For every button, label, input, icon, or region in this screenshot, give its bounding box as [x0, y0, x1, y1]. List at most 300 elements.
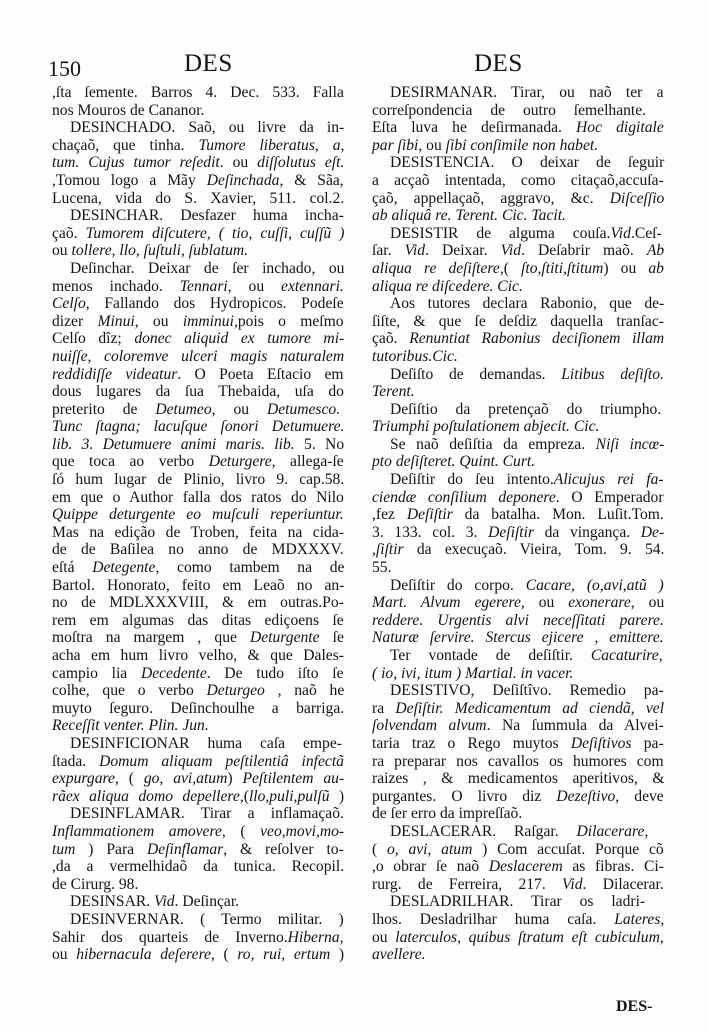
line-content — [390, 682, 664, 700]
roman-text: DESIRMANAR. Tirar, ou naõ ter a — [390, 84, 664, 101]
italic-text: llo,puli,pulſũ — [248, 787, 330, 805]
running-head-right: DES — [474, 50, 523, 77]
text-line — [52, 770, 344, 788]
line-content — [52, 383, 344, 401]
roman-text: Deſiſtio da pretençaõ do triumpho. — [390, 400, 662, 418]
text-line — [372, 260, 664, 278]
roman-text: DESINFICIONAR huma caſa empe- — [70, 734, 342, 752]
roman-text: menos inchado. — [52, 277, 180, 295]
line-content — [390, 84, 664, 102]
roman-text: . Deſinçar. — [174, 893, 240, 911]
text-line — [52, 119, 344, 137]
italic-text: Dezeſtivo — [556, 787, 616, 805]
line-content — [372, 137, 598, 155]
line-content — [372, 190, 664, 208]
italic-text: Vid — [154, 893, 175, 911]
roman-text: ſiſte, & que ſe deſdiz daquella tranſac- — [372, 312, 664, 330]
italic-text: Cacare, (o,avi,atũ ) — [525, 576, 664, 594]
line-content — [52, 929, 344, 947]
line-content — [372, 841, 664, 859]
roman-text: ,ſta ſemente. Barros 4. Dec. 533. Falla — [52, 84, 344, 101]
roman-text: ,o obrar ſe naõ — [372, 858, 489, 876]
line-content — [52, 242, 248, 260]
italic-text: Vid — [562, 875, 583, 893]
roman-text: taria traz o Rego muytos — [372, 734, 571, 752]
line-content — [52, 366, 344, 384]
roman-text: ſó hum lugar de Plinio, livro 9. cap.58. — [52, 471, 345, 489]
roman-text: DESISTIVO, Deſiſtîvo. Remedio pa- — [390, 682, 664, 700]
line-content — [52, 541, 344, 559]
line-content — [390, 471, 664, 489]
roman-text: ,fez — [372, 506, 407, 524]
text-line — [372, 401, 664, 419]
italic-text: Tumore liberatus, a, — [198, 136, 345, 154]
roman-text: Sahir dos quarteis de Inverno. — [52, 928, 288, 946]
line-content — [372, 453, 535, 471]
line-content — [52, 577, 344, 595]
roman-text: , Fallando dos Hydropicos. Podeſe — [85, 295, 344, 313]
text-line — [52, 700, 344, 718]
text-line — [372, 577, 664, 595]
text-line — [372, 612, 664, 630]
text-line — [372, 383, 664, 401]
line-content — [390, 823, 648, 841]
line-content — [372, 946, 426, 964]
italic-text: Quippe deturgente eo muſculi reperiuntur. — [52, 506, 344, 524]
roman-text: Mas na edição de Troben, feita na cida- — [52, 523, 344, 541]
line-content — [372, 524, 664, 542]
line-content — [52, 453, 344, 471]
text-line — [52, 841, 344, 859]
text-line — [372, 436, 664, 454]
line-content — [70, 893, 239, 911]
italic-text: o, avi, atum — [386, 840, 473, 858]
roman-text: , ou — [520, 594, 569, 612]
italic-text: Litibus deſiſto. — [561, 365, 664, 383]
text-line — [372, 524, 664, 542]
text-line — [372, 102, 664, 120]
text-line — [52, 172, 344, 190]
italic-text: reddere. Urgentis alvi neceſſitati parere. — [372, 611, 664, 629]
line-content — [372, 717, 664, 735]
roman-text: moſtra na margem , que — [52, 629, 250, 647]
line-content — [52, 559, 344, 577]
roman-text: Deſinchar. Deixar de ſer inchado, ou — [70, 259, 345, 277]
text-line — [372, 506, 664, 524]
roman-text: em que o Author falla dos ratos do Nilo — [52, 488, 344, 506]
italic-text: Diſceſſio — [609, 189, 665, 207]
text-line — [52, 102, 344, 120]
italic-text: Tunc ſtagna; lacuſque ſonori Detumuere. — [52, 418, 345, 436]
italic-text: Vid — [610, 224, 631, 242]
italic-text: Deslacerem — [488, 858, 563, 876]
italic-text: expurgare — [52, 770, 115, 788]
text-line — [372, 876, 664, 894]
text-line — [372, 594, 664, 612]
italic-text: Lateres, — [614, 910, 665, 928]
roman-text: . Na ſummula da Alvei- — [486, 717, 664, 735]
text-line — [52, 577, 344, 595]
line-content — [52, 278, 344, 296]
line-content — [52, 788, 344, 806]
roman-text: muyto ſeguro. Deſinchoulhe a barriga. — [52, 699, 345, 717]
italic-text: Receſſit venter. Plin. Jun. — [52, 717, 209, 735]
text-line — [52, 858, 344, 876]
line-content — [52, 172, 344, 190]
line-content — [52, 717, 209, 735]
line-content — [52, 524, 344, 542]
line-content — [70, 735, 342, 753]
italic-text: Domum aliquam peſtilentiâ infectã — [99, 752, 344, 770]
roman-text: . O Emperador — [555, 488, 664, 506]
text-line — [372, 225, 664, 243]
italic-text: Triumphi poſtulationem abjecit. Cic. — [372, 418, 600, 436]
text-line — [52, 753, 344, 771]
line-content — [52, 295, 344, 313]
roman-text: da vingança. — [534, 523, 641, 541]
line-content — [372, 594, 664, 612]
line-content — [372, 260, 664, 278]
roman-text: acha em hum livro velho, & que Dales- — [52, 647, 344, 664]
line-content — [372, 418, 599, 436]
roman-text: DESLACERAR. Raſgar. — [390, 822, 577, 840]
italic-text: aliqua re deſiſtere — [372, 259, 500, 277]
line-content — [52, 612, 344, 630]
text-line — [52, 788, 344, 806]
line-content — [372, 207, 566, 225]
italic-text: par ſibi — [372, 136, 419, 154]
line-content — [372, 242, 664, 260]
text-line — [372, 330, 664, 348]
line-content — [372, 876, 664, 894]
line-content — [372, 911, 664, 929]
line-content — [52, 823, 344, 841]
roman-text: Deſiſtir do ſeu intento. — [390, 471, 554, 489]
line-content — [52, 102, 204, 120]
roman-text: ) — [227, 770, 243, 788]
roman-text: ,da a vermelhidaõ da tunica. Recopil. — [52, 858, 345, 876]
italic-text: Detumeo — [155, 400, 212, 418]
text-line — [372, 823, 664, 841]
text-line — [372, 559, 664, 577]
text-line — [372, 541, 664, 559]
roman-text: ou — [52, 946, 77, 964]
text-line — [52, 313, 344, 331]
text-line — [372, 911, 664, 929]
roman-text: ) — [330, 946, 345, 964]
roman-text: preterito de — [52, 400, 156, 418]
roman-text: ,Tomou logo a Mãy — [52, 171, 207, 189]
line-content — [70, 805, 344, 823]
roman-text: çaõ. — [372, 330, 410, 348]
roman-text: Celſo dîz; — [52, 330, 135, 348]
text-line — [372, 242, 664, 260]
text-line — [372, 946, 664, 964]
text-line — [52, 929, 344, 947]
roman-text: . De tudo iſto ſe — [206, 664, 344, 682]
text-line — [52, 893, 344, 911]
line-content — [52, 665, 344, 683]
italic-text: Detegente — [92, 559, 156, 577]
text-line — [372, 770, 664, 788]
text-line — [372, 190, 664, 208]
roman-text: . O Poeta Eſtacio em — [177, 365, 344, 383]
roman-text: Lucena, vida do S. Xavier, 511. col.2. — [52, 189, 345, 207]
line-content — [52, 401, 340, 419]
roman-text: , & reſolver to- — [223, 840, 344, 858]
text-line — [52, 489, 344, 507]
roman-text: DESISTENCIA. O deixar de ſeguir — [390, 154, 665, 172]
text-line — [372, 665, 664, 683]
roman-text: DESLADRILHAR. Tirar os ladri- — [390, 893, 646, 911]
italic-text: Celſo — [52, 295, 86, 313]
line-content — [390, 225, 662, 243]
running-head-left: DES — [184, 50, 233, 77]
italic-text: exonerare — [568, 594, 631, 612]
text-line — [372, 172, 664, 190]
roman-text: , & Sãa, — [279, 171, 344, 189]
roman-text: colhe, que o verbo — [52, 682, 207, 700]
line-content — [390, 577, 664, 595]
roman-text: da batalha. Mon. Luſit.Tom. — [452, 506, 664, 524]
line-content — [52, 225, 344, 243]
text-line — [372, 753, 664, 771]
text-line — [372, 735, 664, 753]
italic-text: Hoc digitale — [576, 119, 664, 137]
line-content — [372, 858, 664, 876]
roman-text: ) ou — [603, 259, 649, 277]
line-content — [52, 647, 344, 665]
catchword: DES- — [616, 998, 653, 1015]
roman-text: eſtá — [52, 559, 93, 577]
text-line — [372, 453, 664, 471]
line-content — [52, 436, 344, 454]
text-line — [372, 418, 664, 436]
italic-text: diſſolutus eſt. — [257, 154, 345, 172]
roman-text: , naõ he — [264, 682, 345, 700]
text-line — [52, 559, 344, 577]
italic-text: Peſtilentem au- — [242, 770, 345, 788]
text-line — [372, 471, 664, 489]
italic-text: ſto,ſtiti,ſtitum — [521, 259, 604, 277]
text-line — [52, 541, 344, 559]
italic-text: Dilacerare, — [576, 822, 649, 840]
line-content — [372, 700, 664, 718]
line-content — [70, 260, 344, 278]
line-content — [52, 858, 344, 876]
roman-text: ou — [372, 928, 396, 946]
text-line — [372, 295, 664, 313]
text-line — [372, 858, 664, 876]
text-line — [52, 330, 344, 348]
italic-text: aliqua re diſcedere. Cic. — [372, 277, 523, 295]
line-content — [70, 911, 344, 929]
text-line — [372, 700, 664, 718]
italic-text: ſibi conſimile non habet. — [445, 136, 599, 154]
line-content — [52, 348, 344, 366]
text-line — [52, 418, 344, 436]
roman-text: , ou — [630, 594, 665, 612]
line-content — [372, 753, 664, 771]
text-line — [52, 506, 344, 524]
text-line — [52, 876, 344, 894]
line-content — [372, 559, 392, 577]
line-content — [372, 735, 664, 753]
roman-text: raizes , & medicamentos aperitivos, & — [372, 770, 665, 788]
roman-text: Se naõ deſiſtia da empreza. — [390, 435, 596, 453]
text-line — [372, 154, 664, 172]
text-line — [52, 225, 344, 243]
roman-text: ſtada. — [52, 752, 100, 770]
italic-text: Minui — [97, 312, 135, 330]
italic-text: Niſi incœ- — [595, 435, 665, 453]
italic-text: Deſiſtir. Medicamentum ad ciendã, vel — [395, 699, 665, 717]
text-line — [372, 348, 664, 366]
text-line — [52, 295, 344, 313]
roman-text: DESINCHADO. Saõ, ou livre da in- — [70, 119, 345, 137]
roman-text: ) Com accuſat. Porque cõ — [472, 840, 664, 858]
line-content — [372, 788, 664, 806]
italic-text: Deſiſtir — [406, 506, 453, 524]
text-line — [52, 524, 344, 542]
text-line — [372, 682, 664, 700]
roman-text: Eſta luva he deſirmanada. — [372, 119, 577, 137]
italic-text: laterculos, quibus ſtratum eſt cubiculum, — [395, 928, 664, 946]
italic-text: Deſinflamar — [147, 840, 224, 858]
line-content — [372, 119, 664, 137]
line-content — [52, 190, 344, 208]
line-content — [372, 929, 664, 947]
roman-text: , allega-ſe — [271, 453, 344, 471]
roman-text: rurg. de Ferreira, 217. — [372, 875, 563, 893]
italic-text: pto deſiſteret. Quint. Curt. — [372, 453, 536, 471]
line-content — [372, 629, 664, 647]
italic-text: Mart. Alvum egerere — [372, 594, 521, 612]
roman-text: ( — [372, 840, 387, 858]
roman-text: chaçaõ, que tinha. — [52, 136, 199, 154]
roman-text: çaõ. — [52, 224, 86, 242]
roman-text: 5. No — [294, 435, 345, 453]
italic-text: Vid — [404, 242, 426, 260]
text-line — [372, 841, 664, 859]
line-content — [52, 471, 344, 489]
text-line — [52, 242, 344, 260]
italic-text: ( io, ivi, itum ) Martial. in vacer. — [372, 664, 574, 682]
text-line — [52, 717, 344, 735]
italic-text: donec aliquid ex tumore mi- — [134, 330, 345, 348]
line-content — [52, 594, 344, 612]
text-line — [52, 348, 344, 366]
roman-text: , ou — [227, 277, 282, 295]
text-line — [52, 471, 344, 489]
italic-text: rãex aliqua domo depellere — [52, 787, 240, 805]
italic-text: ciendæ conſilium deponere — [372, 488, 556, 506]
italic-text: Deſinchada — [206, 171, 280, 189]
roman-text: ou — [52, 242, 72, 260]
right-column — [372, 84, 664, 964]
line-content — [372, 348, 458, 366]
italic-text: Alicujus rei fa- — [553, 471, 664, 489]
italic-text: lib. 3. Detumuere animi maris. lib. — [52, 435, 295, 453]
roman-text: ,( — [239, 787, 249, 805]
roman-text: , deve — [615, 787, 664, 805]
line-content — [372, 383, 415, 401]
italic-text: Naturæ ſervire. Stercus ejicere , emittere. — [372, 629, 664, 647]
text-line — [52, 629, 344, 647]
text-line — [372, 313, 664, 331]
roman-text: .Ceſ- — [630, 224, 662, 242]
roman-text: , como tambem na de — [155, 559, 345, 577]
line-content — [52, 418, 344, 436]
italic-text: tollere, llo, ſuſtuli, ſublatum. — [71, 242, 249, 260]
roman-text: . Deixar. — [425, 242, 501, 260]
line-content — [372, 489, 664, 507]
line-content — [52, 84, 344, 102]
roman-text: . Deſabrir maõ. — [521, 242, 647, 260]
line-content — [390, 295, 664, 313]
roman-text: ,( — [499, 259, 522, 277]
text-line — [372, 805, 664, 823]
text-line — [52, 823, 344, 841]
roman-text: as fibras. Ci- — [562, 858, 664, 876]
roman-text: ra — [372, 699, 396, 717]
roman-text: da execuçaõ. Vieira, Tom. 9. 54. — [403, 541, 665, 559]
line-content — [372, 770, 664, 788]
text-line — [372, 788, 664, 806]
line-content — [52, 700, 344, 718]
text-line — [52, 665, 344, 683]
line-content — [52, 489, 344, 507]
text-line — [52, 805, 344, 823]
roman-text: Bartol. Honorato, feito em Leaõ no an- — [52, 576, 345, 594]
roman-text: Deſiſto de demandas. — [390, 365, 562, 383]
line-content — [70, 119, 344, 137]
text-line — [52, 682, 344, 700]
roman-text: , ( — [221, 822, 261, 840]
line-content — [390, 647, 663, 665]
italic-text: reddidiſſe videatur — [52, 365, 178, 383]
line-content — [372, 278, 523, 296]
line-content — [390, 154, 664, 172]
italic-text: tutoribus.Cic. — [372, 347, 458, 365]
line-content — [52, 770, 344, 788]
roman-text: DESINVERNAR. ( Termo militar. ) — [70, 910, 344, 928]
italic-text: imminui — [182, 312, 234, 330]
line-content — [372, 313, 664, 331]
text-line — [372, 84, 664, 102]
roman-text: de de Baſilea no anno de MDXXXV. — [52, 541, 344, 559]
roman-text: çaõ, appellaçaõ, aggravo, &c. — [372, 189, 610, 207]
text-line — [52, 366, 344, 384]
roman-text: Ter vontade de deſiſtir. — [390, 647, 591, 664]
line-content — [52, 154, 344, 172]
italic-text: Tumorem diſcutere, ( tio, cuſſi, cuſſũ ) — [85, 224, 345, 242]
line-content — [390, 893, 645, 911]
line-content — [372, 541, 664, 559]
text-line — [52, 207, 344, 225]
roman-text: que toca ao verbo — [52, 453, 209, 471]
page-number: 150 — [48, 56, 81, 81]
italic-text: Terent. — [372, 383, 415, 401]
roman-text: DESINFLAMAR. Tirar a inflamaçaõ. — [70, 805, 344, 823]
line-content — [390, 436, 664, 454]
text-line — [372, 489, 664, 507]
text-line — [52, 453, 344, 471]
line-content — [52, 137, 344, 155]
roman-text: DESINSAR. — [70, 893, 155, 911]
roman-text: lhos. Desladrilhar huma caſa. — [372, 910, 615, 928]
italic-text: Hiberna, — [287, 928, 344, 946]
